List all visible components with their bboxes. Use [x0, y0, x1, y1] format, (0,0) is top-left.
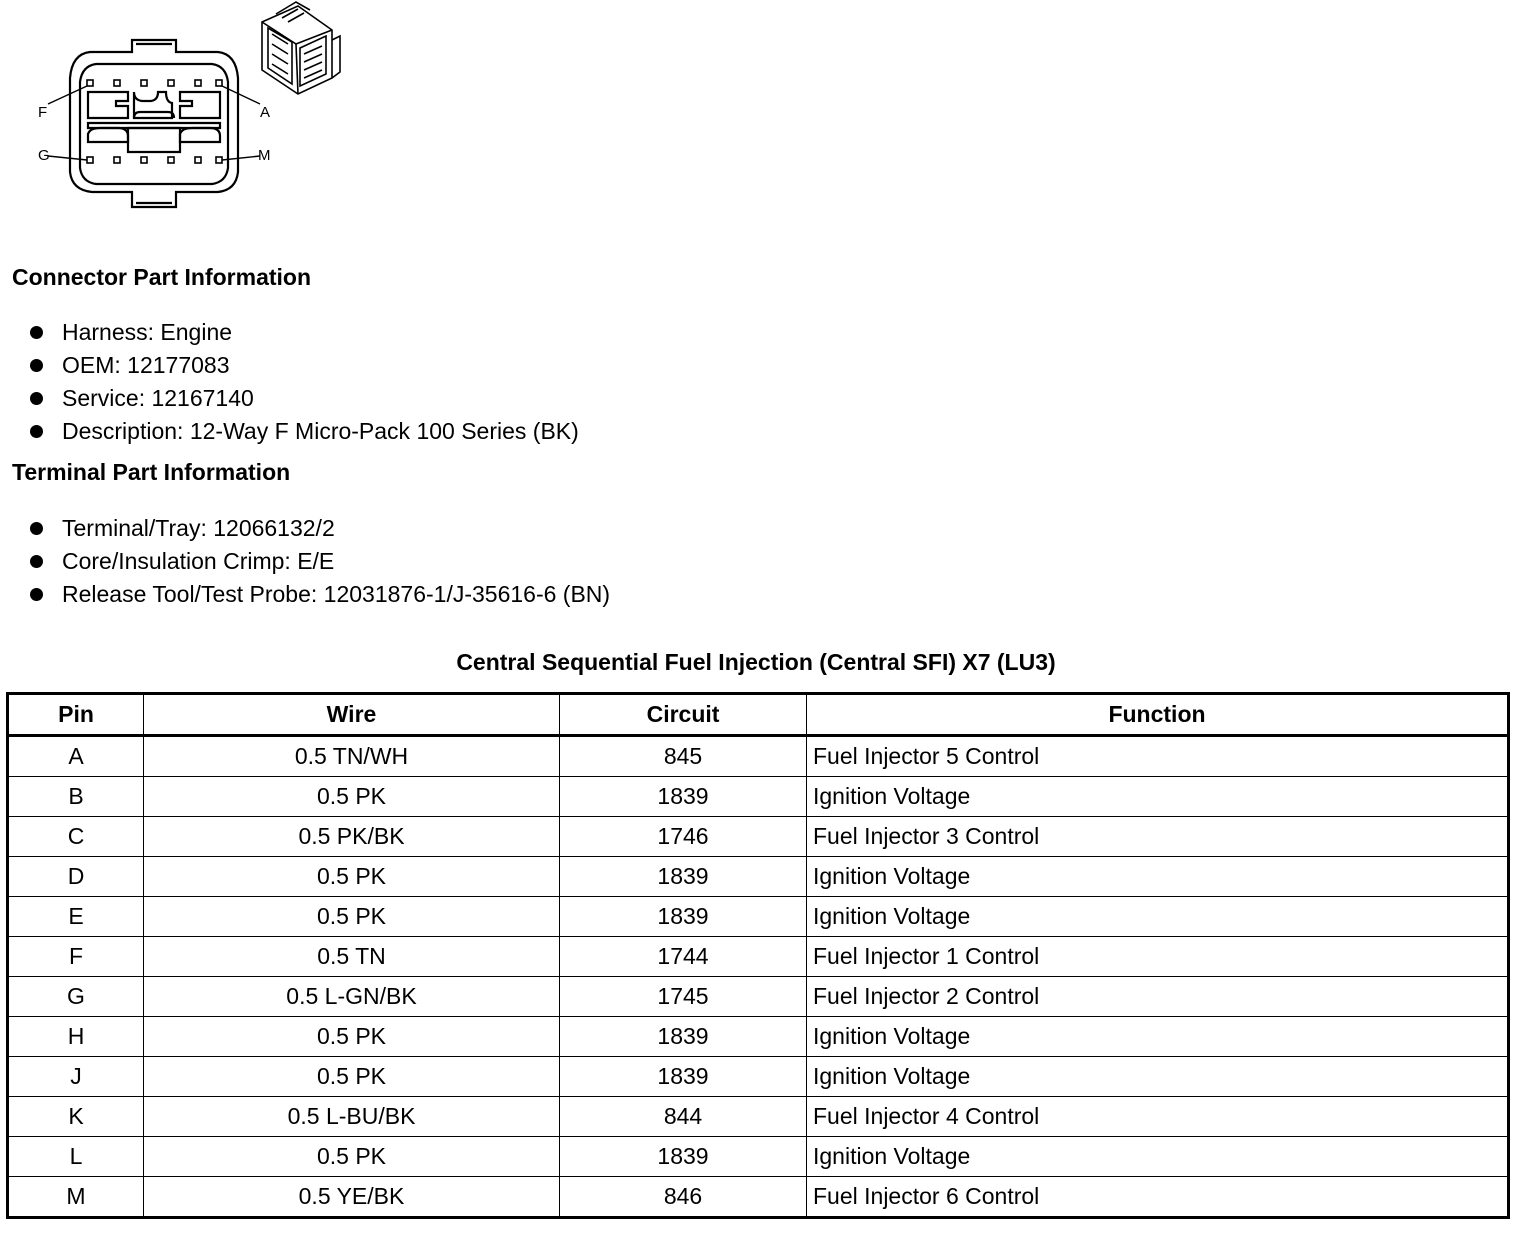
table-row	[8, 817, 1509, 857]
bullet-icon	[30, 522, 43, 535]
cell-pin: H	[8, 1017, 144, 1057]
bullet-icon	[30, 359, 43, 372]
connector-info-heading: Connector Part Information	[12, 264, 312, 290]
cell-wire: 0.5 TN/WH	[144, 736, 560, 777]
header-pin: Pin	[8, 694, 144, 736]
terminal-info-list	[26, 512, 610, 611]
cell-function: Ignition Voltage	[807, 897, 1509, 937]
header-wire: Wire	[144, 694, 560, 736]
table-row	[8, 937, 1509, 977]
cell-pin: B	[8, 777, 144, 817]
bullet-icon	[30, 555, 43, 568]
cell-function: Fuel Injector 6 Control	[807, 1177, 1509, 1218]
cell-function: Ignition Voltage	[807, 1017, 1509, 1057]
list-item	[26, 316, 579, 349]
cell-function: Ignition Voltage	[807, 777, 1509, 817]
header-circuit: Circuit	[560, 694, 807, 736]
cell-wire: 0.5 PK	[144, 1137, 560, 1177]
bullet-icon	[30, 425, 43, 438]
cell-wire: 0.5 L-BU/BK	[144, 1097, 560, 1137]
cell-pin: F	[8, 937, 144, 977]
cell-function: Fuel Injector 3 Control	[807, 817, 1509, 857]
list-item-text: Terminal/Tray: 12066132/2	[62, 515, 335, 541]
cell-wire: 0.5 L-GN/BK	[144, 977, 560, 1017]
list-item-text: Harness: Engine	[62, 319, 233, 345]
cell-function: Fuel Injector 4 Control	[807, 1097, 1509, 1137]
cell-pin: M	[8, 1177, 144, 1218]
cell-circuit: 846	[560, 1177, 807, 1218]
cell-circuit: 845	[560, 736, 807, 777]
cell-pin: A	[8, 736, 144, 777]
table-row	[8, 897, 1509, 937]
list-item	[26, 545, 610, 578]
cell-wire: 0.5 PK	[144, 857, 560, 897]
cell-wire: 0.5 TN	[144, 937, 560, 977]
list-item-text: Core/Insulation Crimp: E/E	[62, 548, 335, 574]
pin-table	[6, 692, 1510, 1219]
bullet-icon	[30, 588, 43, 601]
table-row	[8, 1057, 1509, 1097]
cell-wire: 0.5 YE/BK	[144, 1177, 560, 1218]
table-row	[8, 1017, 1509, 1057]
list-item	[26, 415, 579, 448]
table-title: Central Sequential Fuel Injection (Central SFI) X7 (LU3)	[456, 649, 1056, 675]
cell-function: Ignition Voltage	[807, 857, 1509, 897]
table-row	[8, 1097, 1509, 1137]
cell-circuit: 1839	[560, 777, 807, 817]
cell-circuit: 1839	[560, 1017, 807, 1057]
cell-pin: K	[8, 1097, 144, 1137]
pin-label-m: M	[258, 147, 271, 164]
cell-circuit: 1839	[560, 1137, 807, 1177]
cell-pin: C	[8, 817, 144, 857]
cell-circuit: 1745	[560, 977, 807, 1017]
table-row	[8, 777, 1509, 817]
cell-circuit: 1839	[560, 857, 807, 897]
list-item	[26, 382, 579, 415]
cell-pin: G	[8, 977, 144, 1017]
cell-wire: 0.5 PK	[144, 1057, 560, 1097]
table-row	[8, 857, 1509, 897]
list-item-text: Service: 12167140	[62, 385, 254, 411]
bullet-icon	[30, 392, 43, 405]
list-item-text: Release Tool/Test Probe: 12031876-1/J-35616-6 (BN)	[62, 581, 611, 607]
table-row	[8, 1137, 1509, 1177]
list-item-text: OEM: 12177083	[62, 352, 230, 378]
cell-circuit: 1746	[560, 817, 807, 857]
table-row	[8, 736, 1509, 777]
pin-label-f: F	[38, 104, 48, 121]
cell-function: Ignition Voltage	[807, 1057, 1509, 1097]
cell-wire: 0.5 PK	[144, 897, 560, 937]
cell-function: Ignition Voltage	[807, 1137, 1509, 1177]
list-item	[26, 349, 579, 382]
terminal-info-heading: Terminal Part Information	[12, 459, 291, 485]
cell-wire: 0.5 PK	[144, 777, 560, 817]
cell-pin: L	[8, 1137, 144, 1177]
cell-wire: 0.5 PK	[144, 1017, 560, 1057]
cell-circuit: 1744	[560, 937, 807, 977]
list-item-text: Description: 12-Way F Micro-Pack 100 Series (BK)	[62, 418, 579, 444]
bullet-icon	[30, 326, 43, 339]
cell-function: Fuel Injector 5 Control	[807, 736, 1509, 777]
table-row	[8, 1177, 1509, 1218]
header-function: Function	[807, 694, 1509, 736]
connector-info-list	[26, 316, 579, 448]
connector-diagram	[30, 0, 360, 215]
pin-label-g: G	[38, 147, 50, 164]
cell-circuit: 1839	[560, 1057, 807, 1097]
list-item	[26, 578, 610, 611]
table-header-row	[8, 694, 1509, 736]
cell-circuit: 844	[560, 1097, 807, 1137]
cell-wire: 0.5 PK/BK	[144, 817, 560, 857]
cell-pin: D	[8, 857, 144, 897]
pin-label-a: A	[260, 104, 271, 121]
cell-function: Fuel Injector 2 Control	[807, 977, 1509, 1017]
cell-pin: J	[8, 1057, 144, 1097]
cell-circuit: 1839	[560, 897, 807, 937]
cell-pin: E	[8, 897, 144, 937]
list-item	[26, 512, 610, 545]
table-row	[8, 977, 1509, 1017]
cell-function: Fuel Injector 1 Control	[807, 937, 1509, 977]
